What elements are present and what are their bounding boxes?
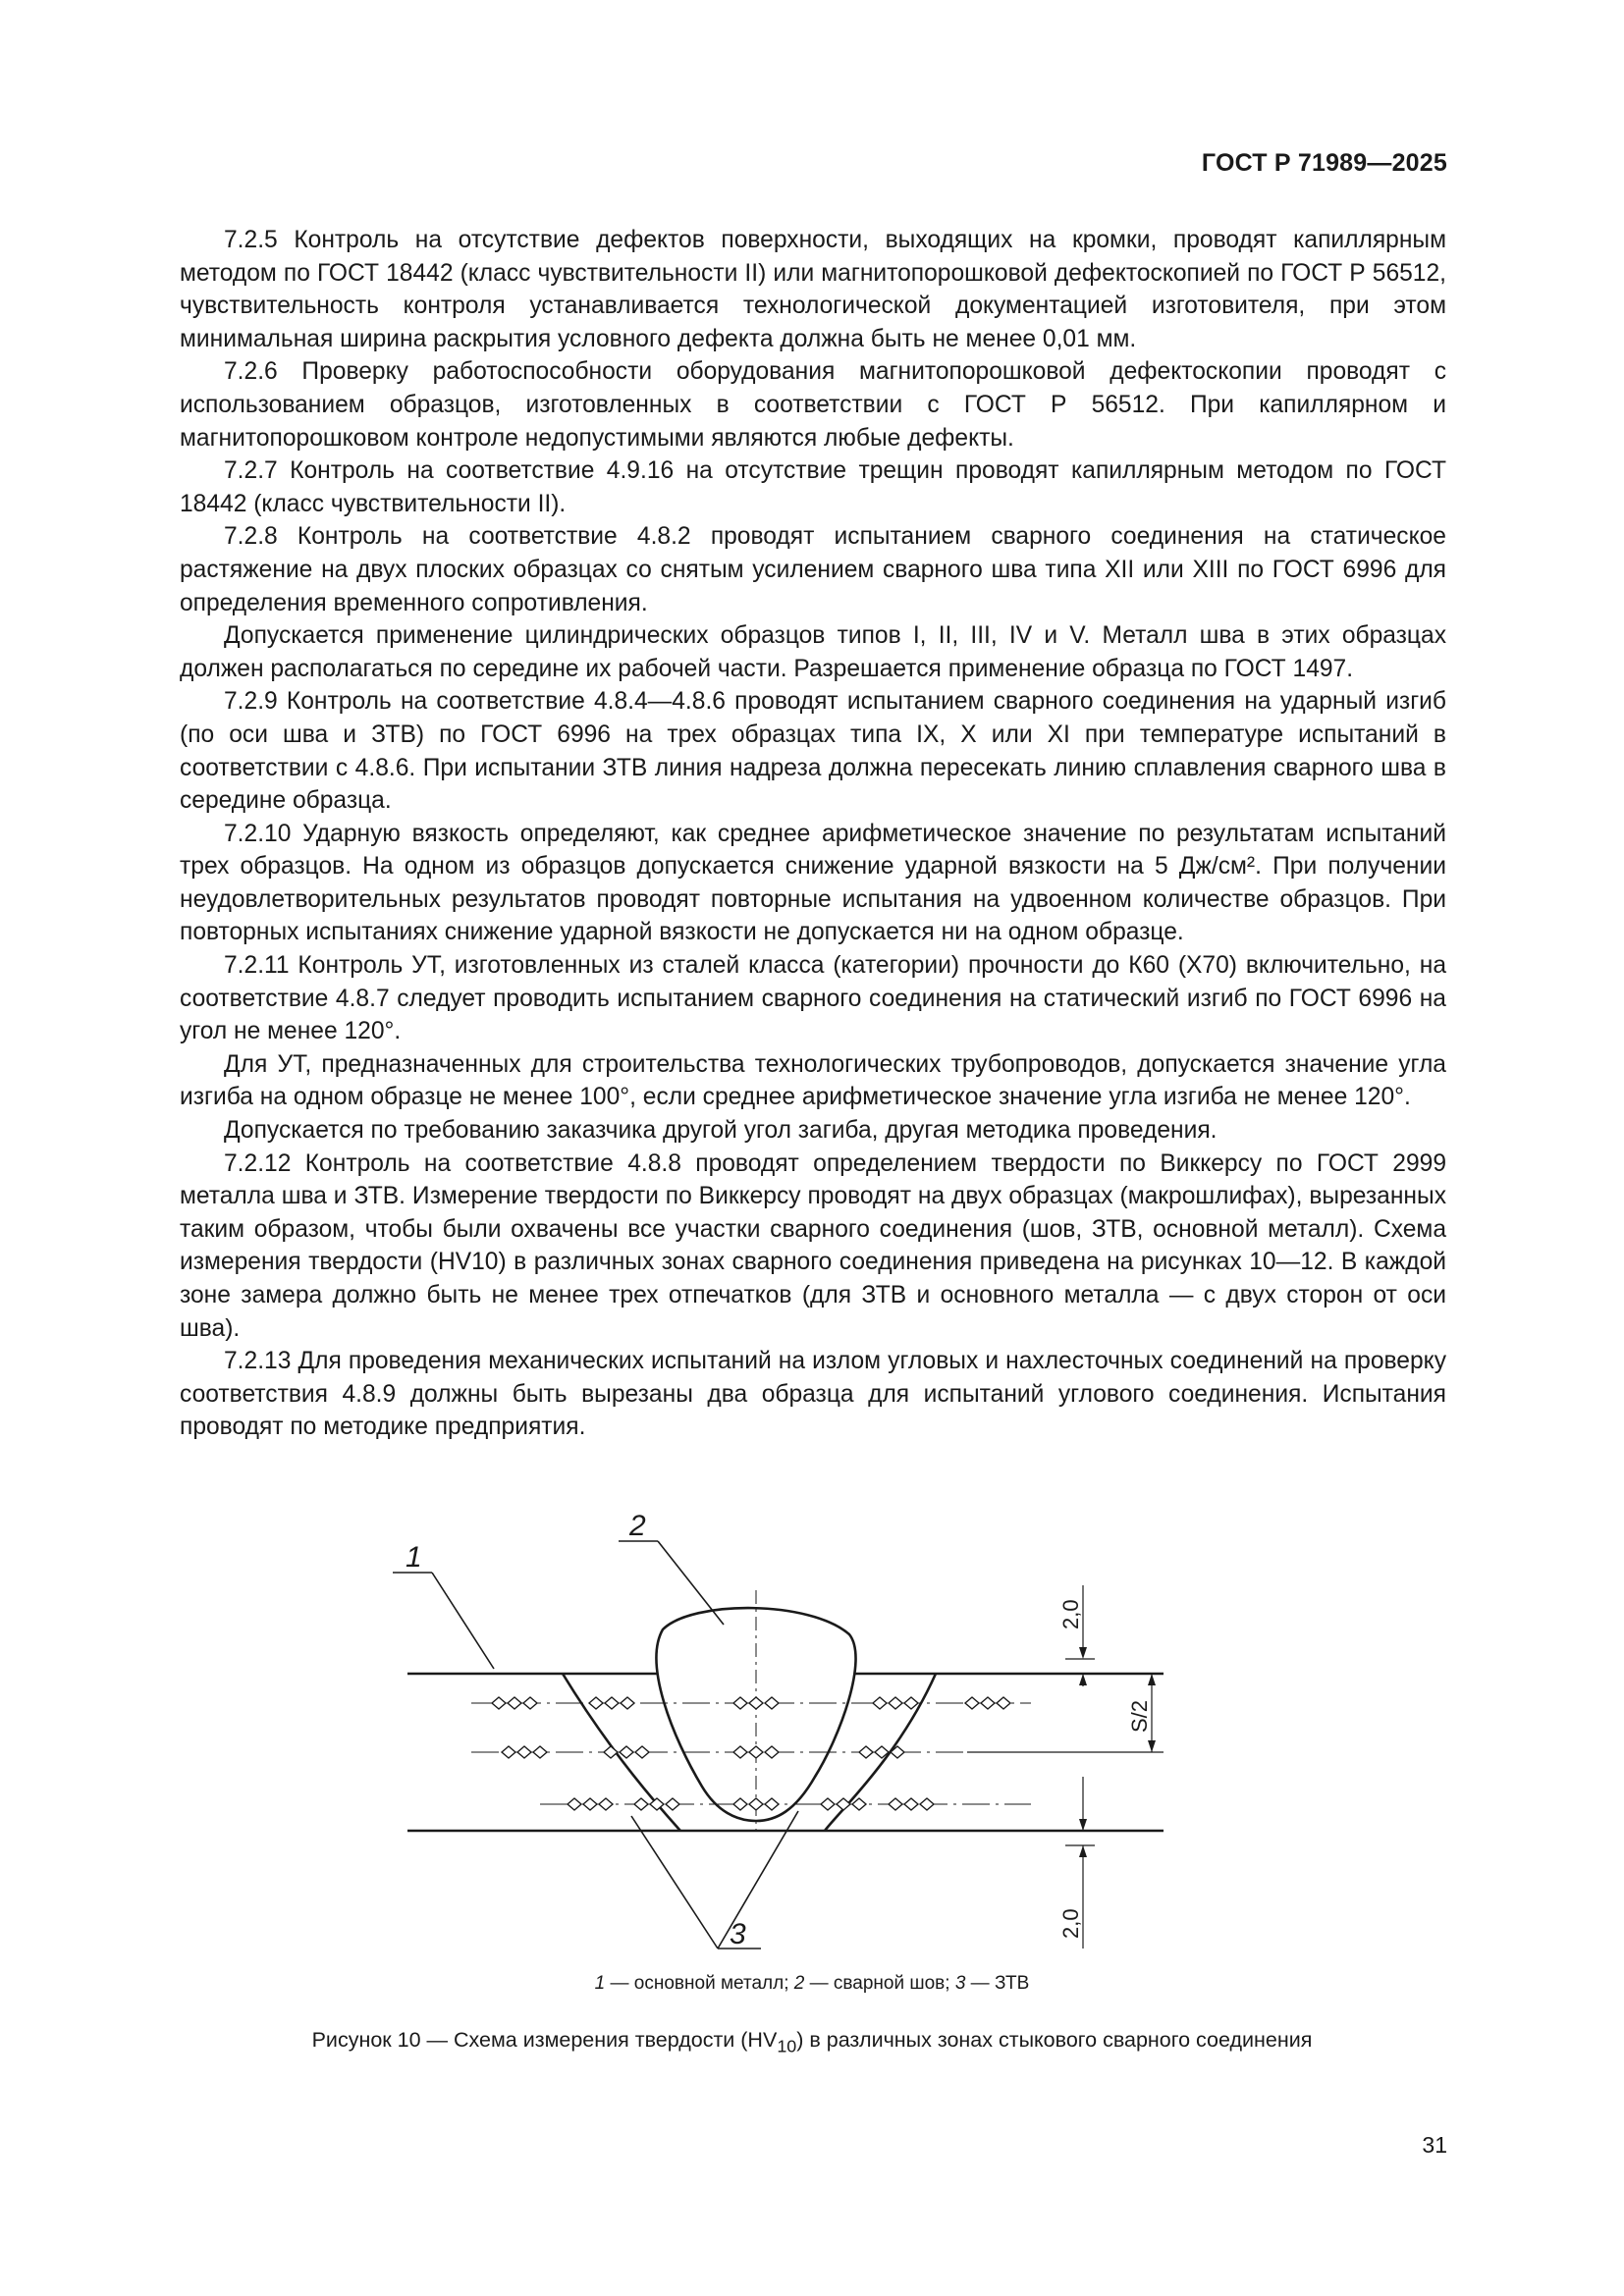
dimension-top: 2,0 xyxy=(1058,1599,1083,1629)
figure-10 xyxy=(378,1510,1193,1963)
caption-part-2: ) в различных зонах стыкового сварного соединения xyxy=(796,2028,1313,2052)
weld-hardness-diagram xyxy=(378,1510,1193,1963)
paragraph-7-2-10: 7.2.10 Ударную вязкость определяют, как среднее арифметическое значение по результатам испытаний трех образцов. На одном из образцов допускается снижение ударной вязкости на 5 Дж/см². При получении неудовлетворительных результатов проводят повторные испытания на удвоенном количестве образцов. При повторных испытаниях снижение ударной вязкости не допускается ни на одном образце. xyxy=(180,820,1446,946)
page-number: 31 xyxy=(1422,2132,1447,2158)
caption-part-1: Рисунок 10 — Схема измерения твердости (HV xyxy=(311,2028,778,2052)
dimension-half-thickness: S/2 xyxy=(1127,1699,1152,1733)
figure-legend xyxy=(0,1973,1624,1995)
paragraph-7-2-5: 7.2.5 Контроль на отсутствие дефектов поверхности, выходящих на кромки, проводят капиллярным методом по ГОСТ 18442 (класс чувствительности II) или магнитопорошковой дефектоскопией по ГОСТ Р 56512, чувствительность контроля устанавливается технологической документацией изготовителя, при этом минимальная ширина раскрытия условного дефекта должна быть не менее 0,01 мм. xyxy=(180,227,1446,352)
dimension-bottom: 2,0 xyxy=(1058,1908,1083,1939)
paragraph-7-2-11-cont: Для УТ, предназначенных для строительства технологических трубопроводов, допускается значение угла изгиба на одном образце не менее 100°, если среднее арифметическое значение угла изгиба не менее 120°. xyxy=(180,1050,1446,1111)
paragraph-7-2-12: 7.2.12 Контроль на соответствие 4.8.8 проводят определением твердости по Виккерсу по ГОСТ 2999 металла шва и ЗТВ. Измерение твердости по Виккерсу проводят на двух образцах (макрошлифах), вырезанных таким образом, чтобы были охвачены все участки сварного соединения (шов, ЗТВ, основной металл). Схема измерения твердости (HV10) в различных зонах сварного соединения приведена на рисунках 10—12. В каждой зоне замера должно быть не менее трех отпечатков (для ЗТВ и основного металла — с двух сторон от оси шва). xyxy=(180,1149,1446,1342)
paragraph-7-2-6: 7.2.6 Проверку работоспособности оборудования магнитопорошковой дефектоскопии проводят с использованием образцов, изготовленных в соответствии с ГОСТ Р 56512. При капиллярном и магнитопорошковом контроле недопустимыми являются любые дефекты. xyxy=(180,358,1446,452)
paragraph-7-2-7: 7.2.7 Контроль на соответствие 4.9.16 на отсутствие трещин проводят капиллярным методом по ГОСТ 18442 (класс чувствительности II). xyxy=(180,457,1446,517)
legend-num-2: 2 xyxy=(793,1973,805,1994)
legend-text-1: — основной металл; xyxy=(605,1973,794,1994)
paragraph-7-2-8: 7.2.8 Контроль на соответствие 4.8.2 проводят испытанием сварного соединения на статическое растяжение на двух плоских образцах со снятым усилением сварного шва типа XII или XIII по ГОСТ 6996 для определения временного сопротивления. xyxy=(180,523,1446,616)
label-base-metal: 1 xyxy=(406,1541,422,1574)
paragraph-7-2-9: 7.2.9 Контроль на соответствие 4.8.4—4.8.6 проводят испытанием сварного соединения на ударный изгиб (по оси шва и ЗТВ) по ГОСТ 6996 на трех образцах типа IX, X или XI при температуре испытаний в соответствии с 4.8.6. При испытании ЗТВ линия надреза должна пересекать линию сплавления сварного шва в середине образца. xyxy=(180,688,1446,815)
label-weld: 2 xyxy=(629,1510,646,1542)
legend-num-1: 1 xyxy=(594,1973,606,1994)
legend-text-3: — ЗТВ xyxy=(965,1973,1030,1994)
paragraph-7-2-8-cont: Допускается применение цилиндрических образцов типов I, II, III, IV и V. Металл шва в этих образцах должен располагаться по середине их рабочей части. Разрешается применение образца по ГОСТ 1497. xyxy=(180,622,1446,682)
legend-num-3: 3 xyxy=(954,1973,966,1994)
figure-caption xyxy=(0,2028,1624,2056)
body-text xyxy=(180,224,1446,1444)
document-header: ГОСТ Р 71989—2025 xyxy=(1201,149,1447,177)
caption-subscript: 10 xyxy=(777,2036,797,2056)
paragraph-7-2-13: 7.2.13 Для проведения механических испытаний на излом угловых и нахлесточных соединений на проверку соответствия 4.8.9 должны быть вырезаны два образца для испытаний углового соединения. Испытания проводят по методике предприятия. xyxy=(180,1348,1446,1441)
label-haz: 3 xyxy=(730,1918,746,1950)
paragraph-7-2-11-note: Допускается по требованию заказчика другой угол загиба, другая методика проведения. xyxy=(224,1117,1218,1145)
legend-text-2: — сварной шов; xyxy=(804,1973,955,1994)
paragraph-7-2-11: 7.2.11 Контроль УТ, изготовленных из сталей класса (категории) прочности до К60 (Х70) включительно, на соответствие 4.8.7 следует проводить испытанием сварного соединения на статический изгиб по ГОСТ 6996 на угол не менее 120°. xyxy=(180,952,1446,1045)
